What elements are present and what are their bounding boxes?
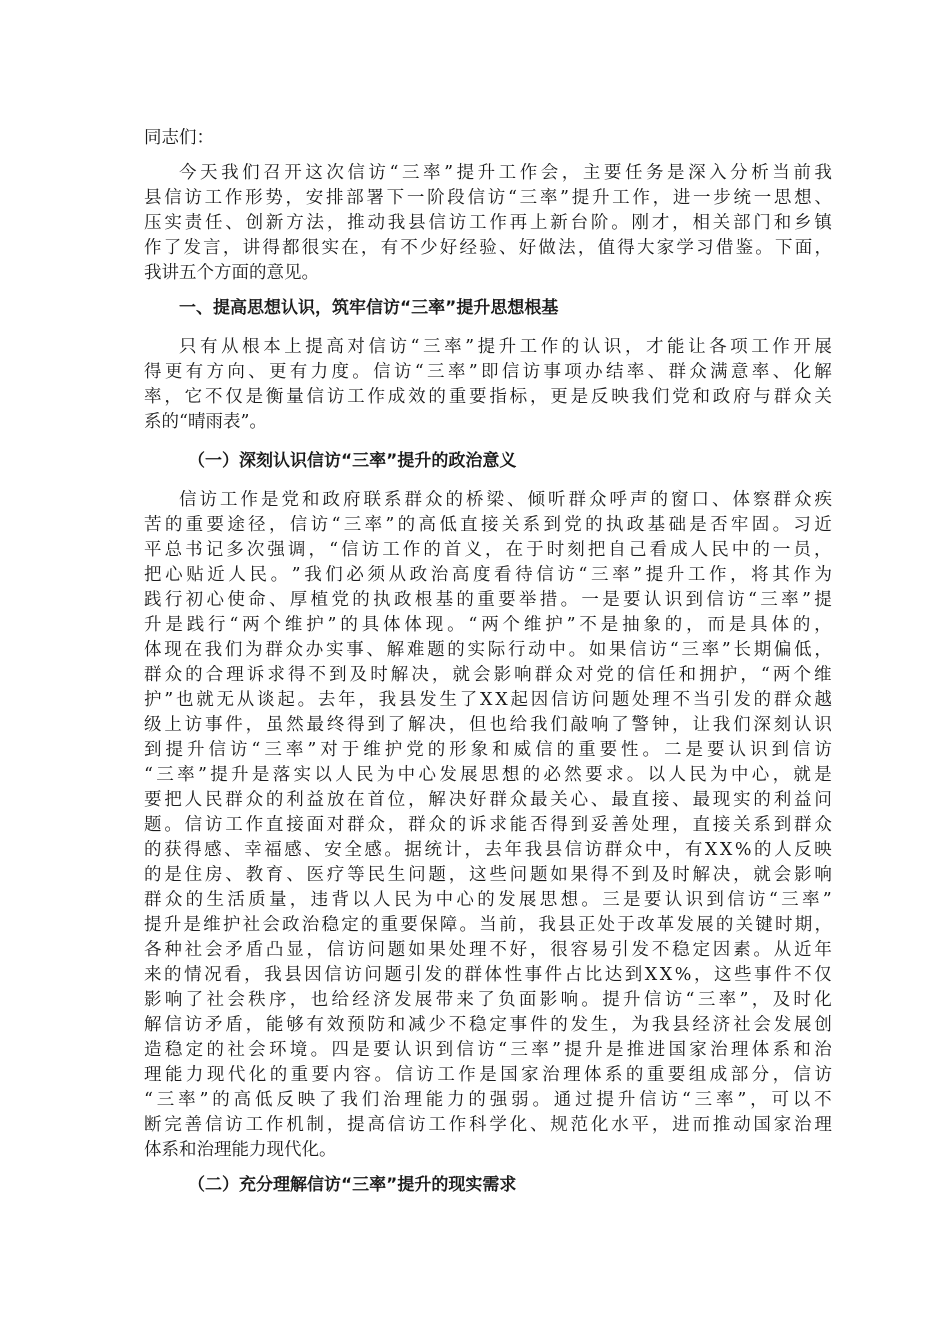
- text-line: 来 的 情 况 看 ， 我 县 因 信 访 问 题 引 发 的 群 体 性 事 件 占 比 达 到 X X % ， 这 些 事 件 不 仅: [144, 965, 832, 985]
- section-1-paragraph: [144, 335, 832, 435]
- text-line: 群 众 的 合 理 诉 求 得 不 到 及 时 解 决 ， 就 会 影 响 群 众 对 党 的 信 任 和 拥 护 ， “ 两 个 维: [144, 665, 832, 685]
- text-line: 群 众 的 生 活 质 量 ， 违 背 以 人 民 为 中 心 的 发 展 思 想 。 三 是 要 认 识 到 信 访 “ 三 率 ”: [144, 890, 832, 910]
- text-line: 断 完 善 信 访 工 作 机 制 ， 提 高 信 访 工 作 科 学 化 、 规 范 化 水 平 ， 进 而 推 动 国 家 治 理: [144, 1115, 832, 1135]
- text-line: 践 行 初 心 使 命 、 厚 植 党 的 执 政 根 基 的 重 要 举 措 。 一 是 要 认 识 到 信 访 “ 三 率 ” 提: [144, 590, 832, 610]
- text-line: 的 获 得 感 、 幸 福 感 、 安 全 感 。 据 统 计 ， 去 年 我 县 信 访 群 众 中 ， 有 X X % 的 人 反 映: [144, 840, 832, 860]
- text-line: 平 总 书 记 多 次 强 调 ， “ 信 访 工 作 的 首 义 ， 在 于 时 刻 把 自 己 看 成 人 民 中 的 一 员 ，: [144, 540, 832, 560]
- text-line: 苦 的 重 要 途 径 ， 信 访 “ 三 率 ” 的 高 低 直 接 关 系 到 党 的 执 政 基 础 是 否 牢 固 。 习 近: [144, 515, 832, 535]
- text-line: 影 响 了 社 会 秩 序 ， 也 给 经 济 发 展 带 来 了 负 面 影 响 。 提 升 信 访 “ 三 率 ” ， 及 时 化: [144, 990, 832, 1010]
- text-line: 系的“晴雨表”。: [144, 412, 267, 432]
- text-line: 题 。 信 访 工 作 直 接 面 对 群 众 ， 群 众 的 诉 求 能 否 得 到 妥 善 处 理 ， 直 接 关 系 到 群 众: [144, 815, 832, 835]
- text-line: “ 三 率 ” 提 升 是 落 实 以 人 民 为 中 心 发 展 思 想 的 必 然 要 求 。 以 人 民 为 中 心 ， 就 是: [144, 765, 832, 785]
- text-line: “ 三 率 ” 的 高 低 反 映 了 我 们 治 理 能 力 的 强 弱 。 通 过 提 升 信 访 “ 三 率 ” ， 可 以 不: [144, 1090, 832, 1110]
- text-line: 体 现 在 我 们 为 群 众 办 实 事 、 解 难 题 的 实 际 行 动 中 。 如 果 信 访 “ 三 率 ” 长 期 偏 低 ，: [144, 640, 832, 660]
- text-line: 提 升 是 维 护 社 会 政 治 稳 定 的 重 要 保 障 。 当 前 ， 我 县 正 处 于 改 革 发 展 的 关 键 时 期 ，: [144, 915, 832, 935]
- subheading-1: （一）深刻认识信访“三率”提升的政治意义: [188, 451, 517, 471]
- text-line: 县 信 访 工 作 形 势 ， 安 排 部 署 下 一 阶 段 信 访 “ 三 率 ” 提 升 工 作 ， 进 一 步 统 一 思 想 、: [144, 188, 832, 208]
- document-page: [144, 126, 832, 1212]
- subheading-2: （二）充分理解信访“三率”提升的现实需求: [188, 1175, 517, 1195]
- intro-paragraph: [144, 161, 832, 286]
- text-line: 信 访 工 作 是 党 和 政 府 联 系 群 众 的 桥 梁 、 倾 听 群 众 呼 声 的 窗 口 、 体 察 群 众 疾: [179, 490, 832, 510]
- text-line: 要 把 人 民 群 众 的 利 益 放 在 首 位 ， 解 决 好 群 众 最 关 心 、 最 直 接 、 最 现 实 的 利 益 问: [144, 790, 832, 810]
- text-line: 解 信 访 矛 盾 ， 能 够 有 效 预 防 和 减 少 不 稳 定 事 件 的 发 生 ， 为 我 县 经 济 社 会 发 展 创: [144, 1015, 832, 1035]
- text-line: 只 有 从 根 本 上 提 高 对 信 访 “ 三 率 ” 提 升 工 作 的 认 识 ， 才 能 让 各 项 工 作 开 展: [179, 337, 832, 357]
- heading-1: 一、提高思想认识，筑牢信访“三率”提升思想根基: [179, 298, 559, 318]
- text-line: 我讲五个方面的意见。: [144, 263, 319, 283]
- text-line: 级 上 访 事 件 ， 虽 然 最 终 得 到 了 解 决 ， 但 也 给 我 们 敲 响 了 警 钟 ， 让 我 们 深 刻 认 识: [144, 715, 832, 735]
- text-line: 率 ， 它 不 仅 是 衡 量 信 访 工 作 成 效 的 重 要 指 标 ， 更 是 反 映 我 们 党 和 政 府 与 群 众 关: [144, 387, 832, 407]
- greeting: 同志们：: [144, 128, 214, 148]
- text-line: 到 提 升 信 访 “ 三 率 ” 对 于 维 护 党 的 形 象 和 威 信 的 重 要 性 。 二 是 要 认 识 到 信 访: [144, 740, 832, 760]
- text-line: 体系和治理能力现代化。: [144, 1140, 337, 1160]
- subsection-1-paragraph: [144, 488, 832, 1163]
- text-line: 得 更 有 方 向 、 更 有 力 度 。 信 访 “ 三 率 ” 即 信 访 事 项 办 结 率 、 群 众 满 意 率 、 化 解: [144, 362, 832, 382]
- text-line: 造 稳 定 的 社 会 环 境 。 四 是 要 认 识 到 信 访 “ 三 率 ” 提 升 是 推 进 国 家 治 理 体 系 和 治: [144, 1040, 832, 1060]
- text-line: 压 实 责 任 、 创 新 方 法 ， 推 动 我 县 信 访 工 作 再 上 新 台 阶 。 刚 才 ， 相 关 部 门 和 乡 镇: [144, 213, 832, 233]
- text-line: 理 能 力 现 代 化 的 重 要 内 容 。 信 访 工 作 是 国 家 治 理 体 系 的 重 要 组 成 部 分 ， 信 访: [144, 1065, 832, 1085]
- text-line: 作 了 发 言 ， 讲 得 都 很 实 在 ， 有 不 少 好 经 验 、 好 做 法 ， 值 得 大 家 学 习 借 鉴 。 下 面 ，: [144, 238, 832, 258]
- text-line: 护 ” 也 就 无 从 谈 起 。 去 年 ， 我 县 发 生 了 X X 起 因 信 访 问 题 处 理 不 当 引 发 的 群 众 越: [144, 690, 832, 710]
- text-line: 升 是 践 行 “ 两 个 维 护 ” 的 具 体 体 现 。 “ 两 个 维 护 ” 不 是 抽 象 的 ， 而 是 具 体 的 ，: [144, 615, 832, 635]
- text-line: 的 是 住 房 、 教 育 、 医 疗 等 民 生 问 题 ， 这 些 问 题 如 果 得 不 到 及 时 解 决 ， 就 会 影 响: [144, 865, 832, 885]
- text-line: 把 心 贴 近 人 民 。 ” 我 们 必 须 从 政 治 高 度 看 待 信 访 “ 三 率 ” 提 升 工 作 ， 将 其 作 为: [144, 565, 832, 585]
- text-line: 各 种 社 会 矛 盾 凸 显 ， 信 访 问 题 如 果 处 理 不 好 ， 很 容 易 引 发 不 稳 定 因 素 。 从 近 年: [144, 940, 832, 960]
- text-line: 今 天 我 们 召 开 这 次 信 访 “ 三 率 ” 提 升 工 作 会 ， 主 要 任 务 是 深 入 分 析 当 前 我: [179, 163, 832, 183]
